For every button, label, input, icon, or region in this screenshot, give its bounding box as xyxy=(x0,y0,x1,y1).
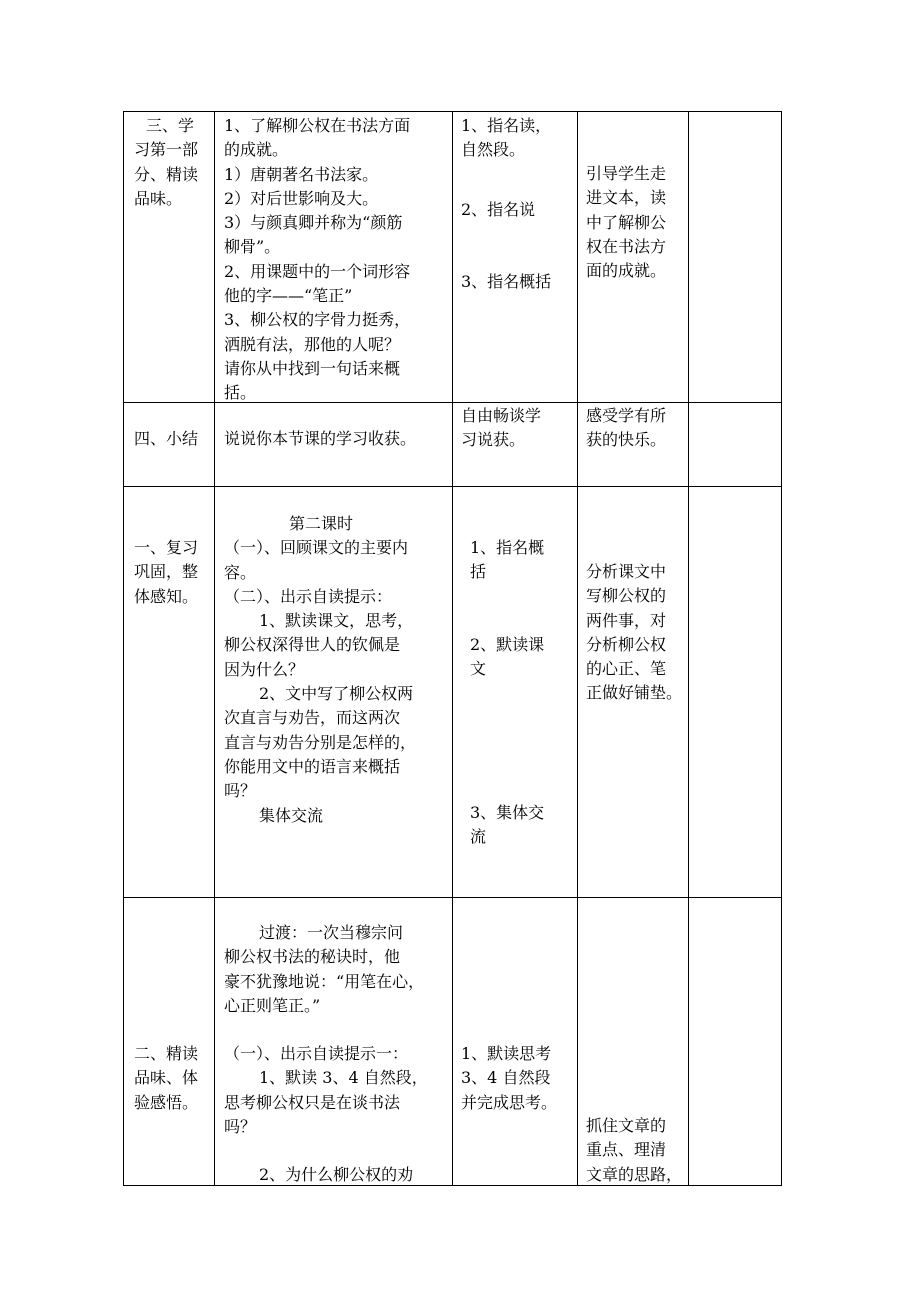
stage-cell: 二、精读 品味、体 验感悟。 xyxy=(134,1044,199,1112)
student-activity-cell: 自由畅谈学 习说获。 xyxy=(461,406,542,450)
stage-cell: 一、复习 巩固，整 体感知。 xyxy=(134,538,199,606)
column-divider xyxy=(688,112,689,1185)
content-cell: 第二课时 （一）、回顾课文的主要内 容。 （二）、出示自读提示： 1、默读课文，思考， 柳公权深得世人的钦佩是 因为什么？ 2、文中写了柳公权两 次直言与劝告，而这两次 直言与劝告分别是怎样的， 你能用文中的语言来概括 吗？ 集体交流 xyxy=(224,514,417,825)
student-activity-cell: 1、默读思考 3、4 自然段 并完成思考。 xyxy=(461,1044,558,1112)
content-cell: 过渡：一次当穆宗问 柳公权书法的秘诀时，他 豪不犹豫地说：“用笔在心， 心正则笔正。” （一）、出示自读提示一： 1、默读 3、4 自然段， 思考柳公权只是在谈书法 吗？ 2、为什么柳公权的劝 xyxy=(224,923,428,1185)
student-activity-cell: 1、指名读， 自然段。 2、指名说 3、指名概括 xyxy=(461,116,552,291)
column-divider xyxy=(214,112,215,1185)
design-intent-cell: 分析课文中 写柳公权的 两件事，对 分析柳公权 的心正、笔 正做好铺垫。 xyxy=(586,562,683,703)
stage-cell: 三、学 习第一部 分、精读 品味。 xyxy=(134,116,199,208)
content-cell: 说说你本节课的学习收获。 xyxy=(224,429,417,448)
row-divider xyxy=(124,897,781,898)
design-intent-cell: 感受学有所 获的快乐。 xyxy=(586,406,667,450)
design-intent-cell: 引导学生走 进文本，读 中了解柳公 权在书法方 面的成就。 xyxy=(586,164,667,281)
lesson-plan-table xyxy=(123,111,782,1186)
content-cell: 1、了解柳公权在书法方面 的成就。 1）唐朝著名书法家。 2）对后世影响及大。 3）与颜真卿并称为“颜筋 柳骨”。 2、用课题中的一个词形容 他的字——“笔正” 3、柳公权的字骨力挺秀， 洒脱有法，那他的人呢？ 请你从中找到一句话来概 括。 xyxy=(224,116,411,403)
design-intent-cell: 抓住文章的 重点、理清 文章的思路， xyxy=(586,1116,683,1184)
row-divider xyxy=(124,402,781,403)
student-activity-cell: 1、指名概 括 2、默读课 文 3、集体交 流 xyxy=(470,538,545,847)
column-divider xyxy=(577,112,578,1185)
row-divider xyxy=(124,486,781,487)
column-divider xyxy=(452,112,453,1185)
stage-cell: 四、小结 xyxy=(134,429,199,448)
